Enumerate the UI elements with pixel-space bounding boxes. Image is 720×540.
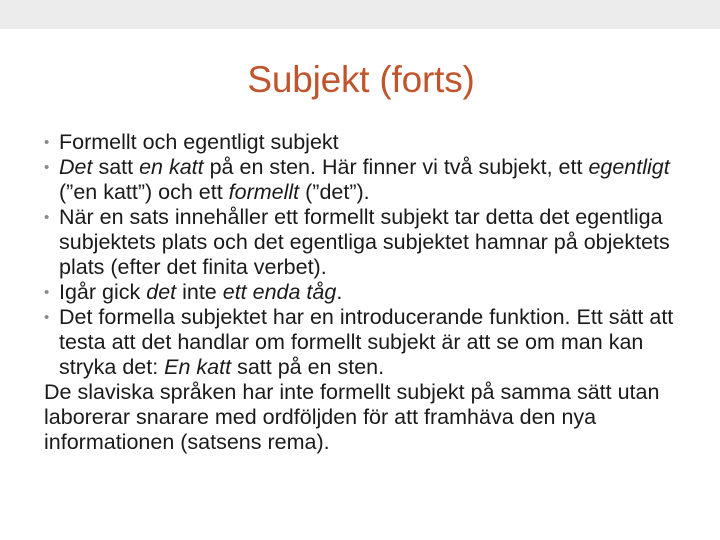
bullet-icon: • — [44, 159, 50, 176]
bullet-text: . — [336, 280, 343, 304]
italic-term: egentligt — [588, 155, 670, 179]
bullet-icon: • — [44, 209, 50, 226]
bullet-item-1 — [44, 130, 704, 155]
italic-term: formellt — [228, 180, 300, 204]
italic-term: en katt — [139, 155, 204, 179]
bullet-text: När en sats innehåller ett formellt subjekt tar detta det egentliga subjektets plats och det egentliga subjektet hamnar på objektets plats (efter det finita verbet). — [59, 205, 670, 279]
italic-term: ett enda tåg — [222, 280, 337, 304]
bullet-text: Det formella subjektet har en introducerande funktion. Ett sätt att testa att det handlar om formellt subjekt är att se om man kan stryka det: — [59, 305, 674, 379]
slide-content — [44, 130, 704, 455]
slide-title: Subjekt (forts) — [247, 59, 475, 100]
bullet-text: Formellt och egentligt subjekt — [59, 130, 339, 154]
bullet-item-5 — [44, 305, 704, 380]
bullet-text: (”en katt”) och ett — [59, 180, 229, 204]
bullet-text: Igår gick — [59, 280, 147, 304]
bullet-text: på en sten. Här finner vi två subjekt, ett — [203, 155, 589, 179]
bullet-icon: • — [44, 134, 50, 151]
italic-term: En katt — [164, 355, 232, 379]
bullet-icon: • — [44, 284, 50, 301]
italic-term: det — [146, 280, 177, 304]
italic-term: Det — [59, 155, 93, 179]
closing-paragraph: De slaviska språken har inte formellt subjekt på samma sätt utan laborerar snarare med ordföljden för att framhäva den nya informationen (satsens rema). — [44, 380, 660, 454]
bullet-text: satt på en sten. — [231, 355, 385, 379]
bullet-text: satt — [92, 155, 140, 179]
bullet-text: (”det”). — [299, 180, 370, 204]
bullet-text: inte — [176, 280, 223, 304]
bullet-item-2 — [44, 155, 704, 205]
bullet-item-3 — [44, 205, 704, 280]
bullet-icon: • — [44, 309, 50, 326]
bullet-item-4 — [44, 280, 704, 305]
top-band — [0, 0, 720, 29]
